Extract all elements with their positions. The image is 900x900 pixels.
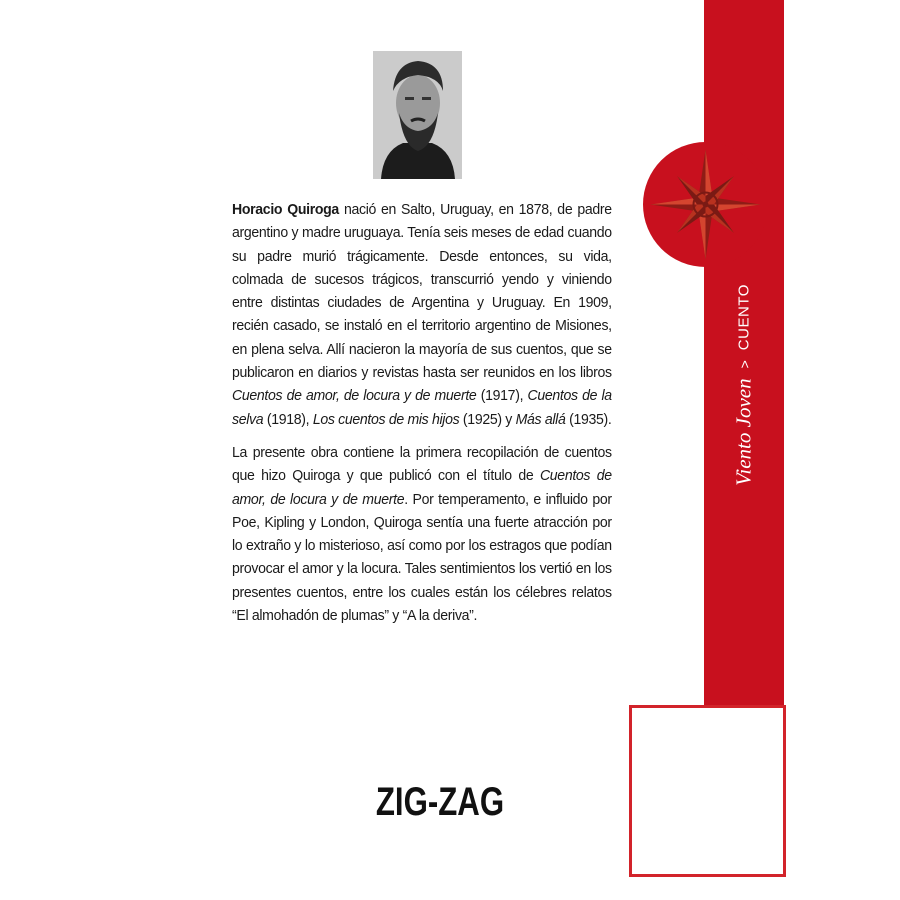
book-title: Más allá xyxy=(515,410,566,428)
author-bio-paragraph: Horacio Quiroga nació en Salto, Uruguay, en 1878, de padre argentino y madre uruguaya. Tenía seis meses de edad cuando su padre murió trágicamente. Desde entonces, su vida, colmada de sucesos trágicos, transcurrió yendo y viniendo entre distintas ciudades de Argentina y Uruguay. En 1909, recién casado, se instaló en el territorio argentino de Misiones, en plena selva. Allí nacieron la mayoría de sus cuentos, que se publicaron en diarios y revistas hasta ser reunidos en los libros Cuentos de amor, de locura y de muerte (1917), Cuentos de la selva (1918), Los cuentos de mis hijos (1925) y Más allá (1935). xyxy=(232,201,612,428)
book-description-paragraph: La presente obra contiene la primera recopilación de cuentos que hizo Quiroga y que publicó con el título de Cuentos de amor, de locura y de muerte. Por temperamento, e influido por Poe, Kipling y London, Quiroga sentía una fuerte atracción por lo extraño y lo misterioso, así como por los estragos que podían provocar el amor y la locura. Tales sentimientos los vertió en los presentes cuentos, entre los cuales están los célebres relatos “El almohadón de plumas” y “A la deriva”. xyxy=(232,443,612,625)
book-title: Los cuentos de mis hijos xyxy=(312,410,460,428)
genre-label: CUENTO xyxy=(735,284,753,351)
publisher-logo-text: ZIG-ZAG xyxy=(375,780,505,824)
book-title: Cuentos de la selva xyxy=(232,387,612,428)
series-name: Viento Joven xyxy=(731,378,756,486)
compass-star-icon xyxy=(643,142,768,267)
author-portrait-icon xyxy=(373,51,462,179)
spine-label xyxy=(732,284,757,486)
book-title: Cuentos de amor, de locura y de muerte xyxy=(232,387,477,405)
separator-chevron-icon: > xyxy=(736,360,752,369)
back-cover-text xyxy=(232,198,612,637)
author-name: Horacio Quiroga xyxy=(232,201,339,218)
book-title: Cuentos de amor, de locura y de muerte xyxy=(232,467,612,508)
barcode-placeholder-box xyxy=(629,705,786,877)
author-photo xyxy=(373,51,462,179)
